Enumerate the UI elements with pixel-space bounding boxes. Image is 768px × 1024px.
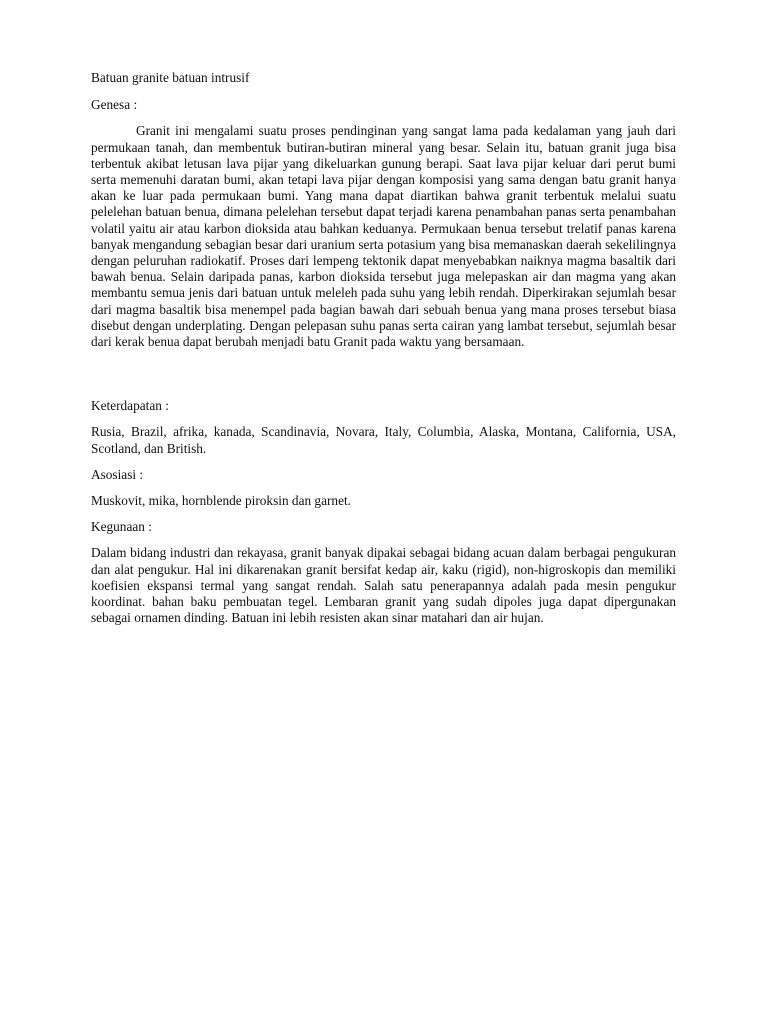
section-label-kegunaan: Kegunaan : — [91, 519, 152, 535]
section-body-asosiasi: Muskovit, mika, hornblende piroksin dan garnet. — [91, 493, 351, 509]
section-body-keterdapatan: Rusia, Brazil, afrika, kanada, Scandinavia, Novara, Italy, Columbia, Alaska, Montana, California, USA, Scotland, dan British. — [91, 424, 676, 456]
blank-space — [91, 360, 676, 398]
document-title: Batuan granite batuan intrusif — [91, 70, 250, 85]
section-body-genesa: Granit ini mengalami suatu proses pendinginan yang sangat lama pada kedalaman yang jauh dari permukaan tanah, dan membentuk butiran-butiran mineral yang besar. Selain itu, batuan granit juga bisa terbentuk akibat letusan lava pijar yang dikeluarkan gunung berapi. Saat lava pijar keluar dari perut bumi serta memenuhi daratan bumi, akan tetapi lava pijar dengan komposisi yang sama dengan batu granit hanya akan ke luar pada permukaan bumi. Yang mana dapat diartikan bahwa granit terbentuk melalui suatu pelelehan batuan benua, dimana pelelehan tersebut dapat terjadi karena penambahan panas serta penambahan volatil yaitu air atau karbon dioksida atau bahkan keduanya. Permukaan benua tersebut trelatif panas karena banyak mengandung sebagian besar dari uranium serta potasium yang bisa memanaskan daerah sekelilingnya dengan peluruhan radiokatif. Proses dari lempeng tektonik dapat menyebabkan naiknya magma basaltik dari bawah benua. Selain daripada panas, karbon dioksida tersebut juga melepaskan air dan magma yang akan membantu semua jenis dari batuan untuk meleleh pada suhu yang lebih rendah. Diperkirakan sejumlah besar dari magma basaltik bisa menempel pada bagian bawah dari sebuah benua yang mana proses tersebut biasa disebut dengan underplating. Dengan pelepasan suhu panas serta cairan yang lambat tersebut, sejumlah besar dari kerak benua dapat berubah menjadi batu Granit pada waktu yang bersamaan. — [91, 123, 676, 350]
section-label-genesa: Genesa : — [91, 97, 138, 113]
section-label-keterdapatan: Keterdapatan : — [91, 398, 169, 414]
section-body-kegunaan: Dalam bidang industri dan rekayasa, granit banyak dipakai sebagai bidang acuan dalam berbagai pengukuran dan alat pengukur. Hal ini dikarenakan granit bersifat kedap air, kaku (rigid), non-higroskopis dan memiliki koefisien ekspansi termal yang sangat rendah. Salah satu penerapannya adalah pada mesin pengukur koordinat. bahan baku pembuatan tegel. Lembaran granit yang sudah dipoles juga dapat dipergunakan sebagai ornamen dinding. Batuan ini lebih resisten akan sinar matahari dan air hujan. — [91, 545, 676, 626]
section-label-asosiasi: Asosiasi : — [91, 466, 144, 482]
